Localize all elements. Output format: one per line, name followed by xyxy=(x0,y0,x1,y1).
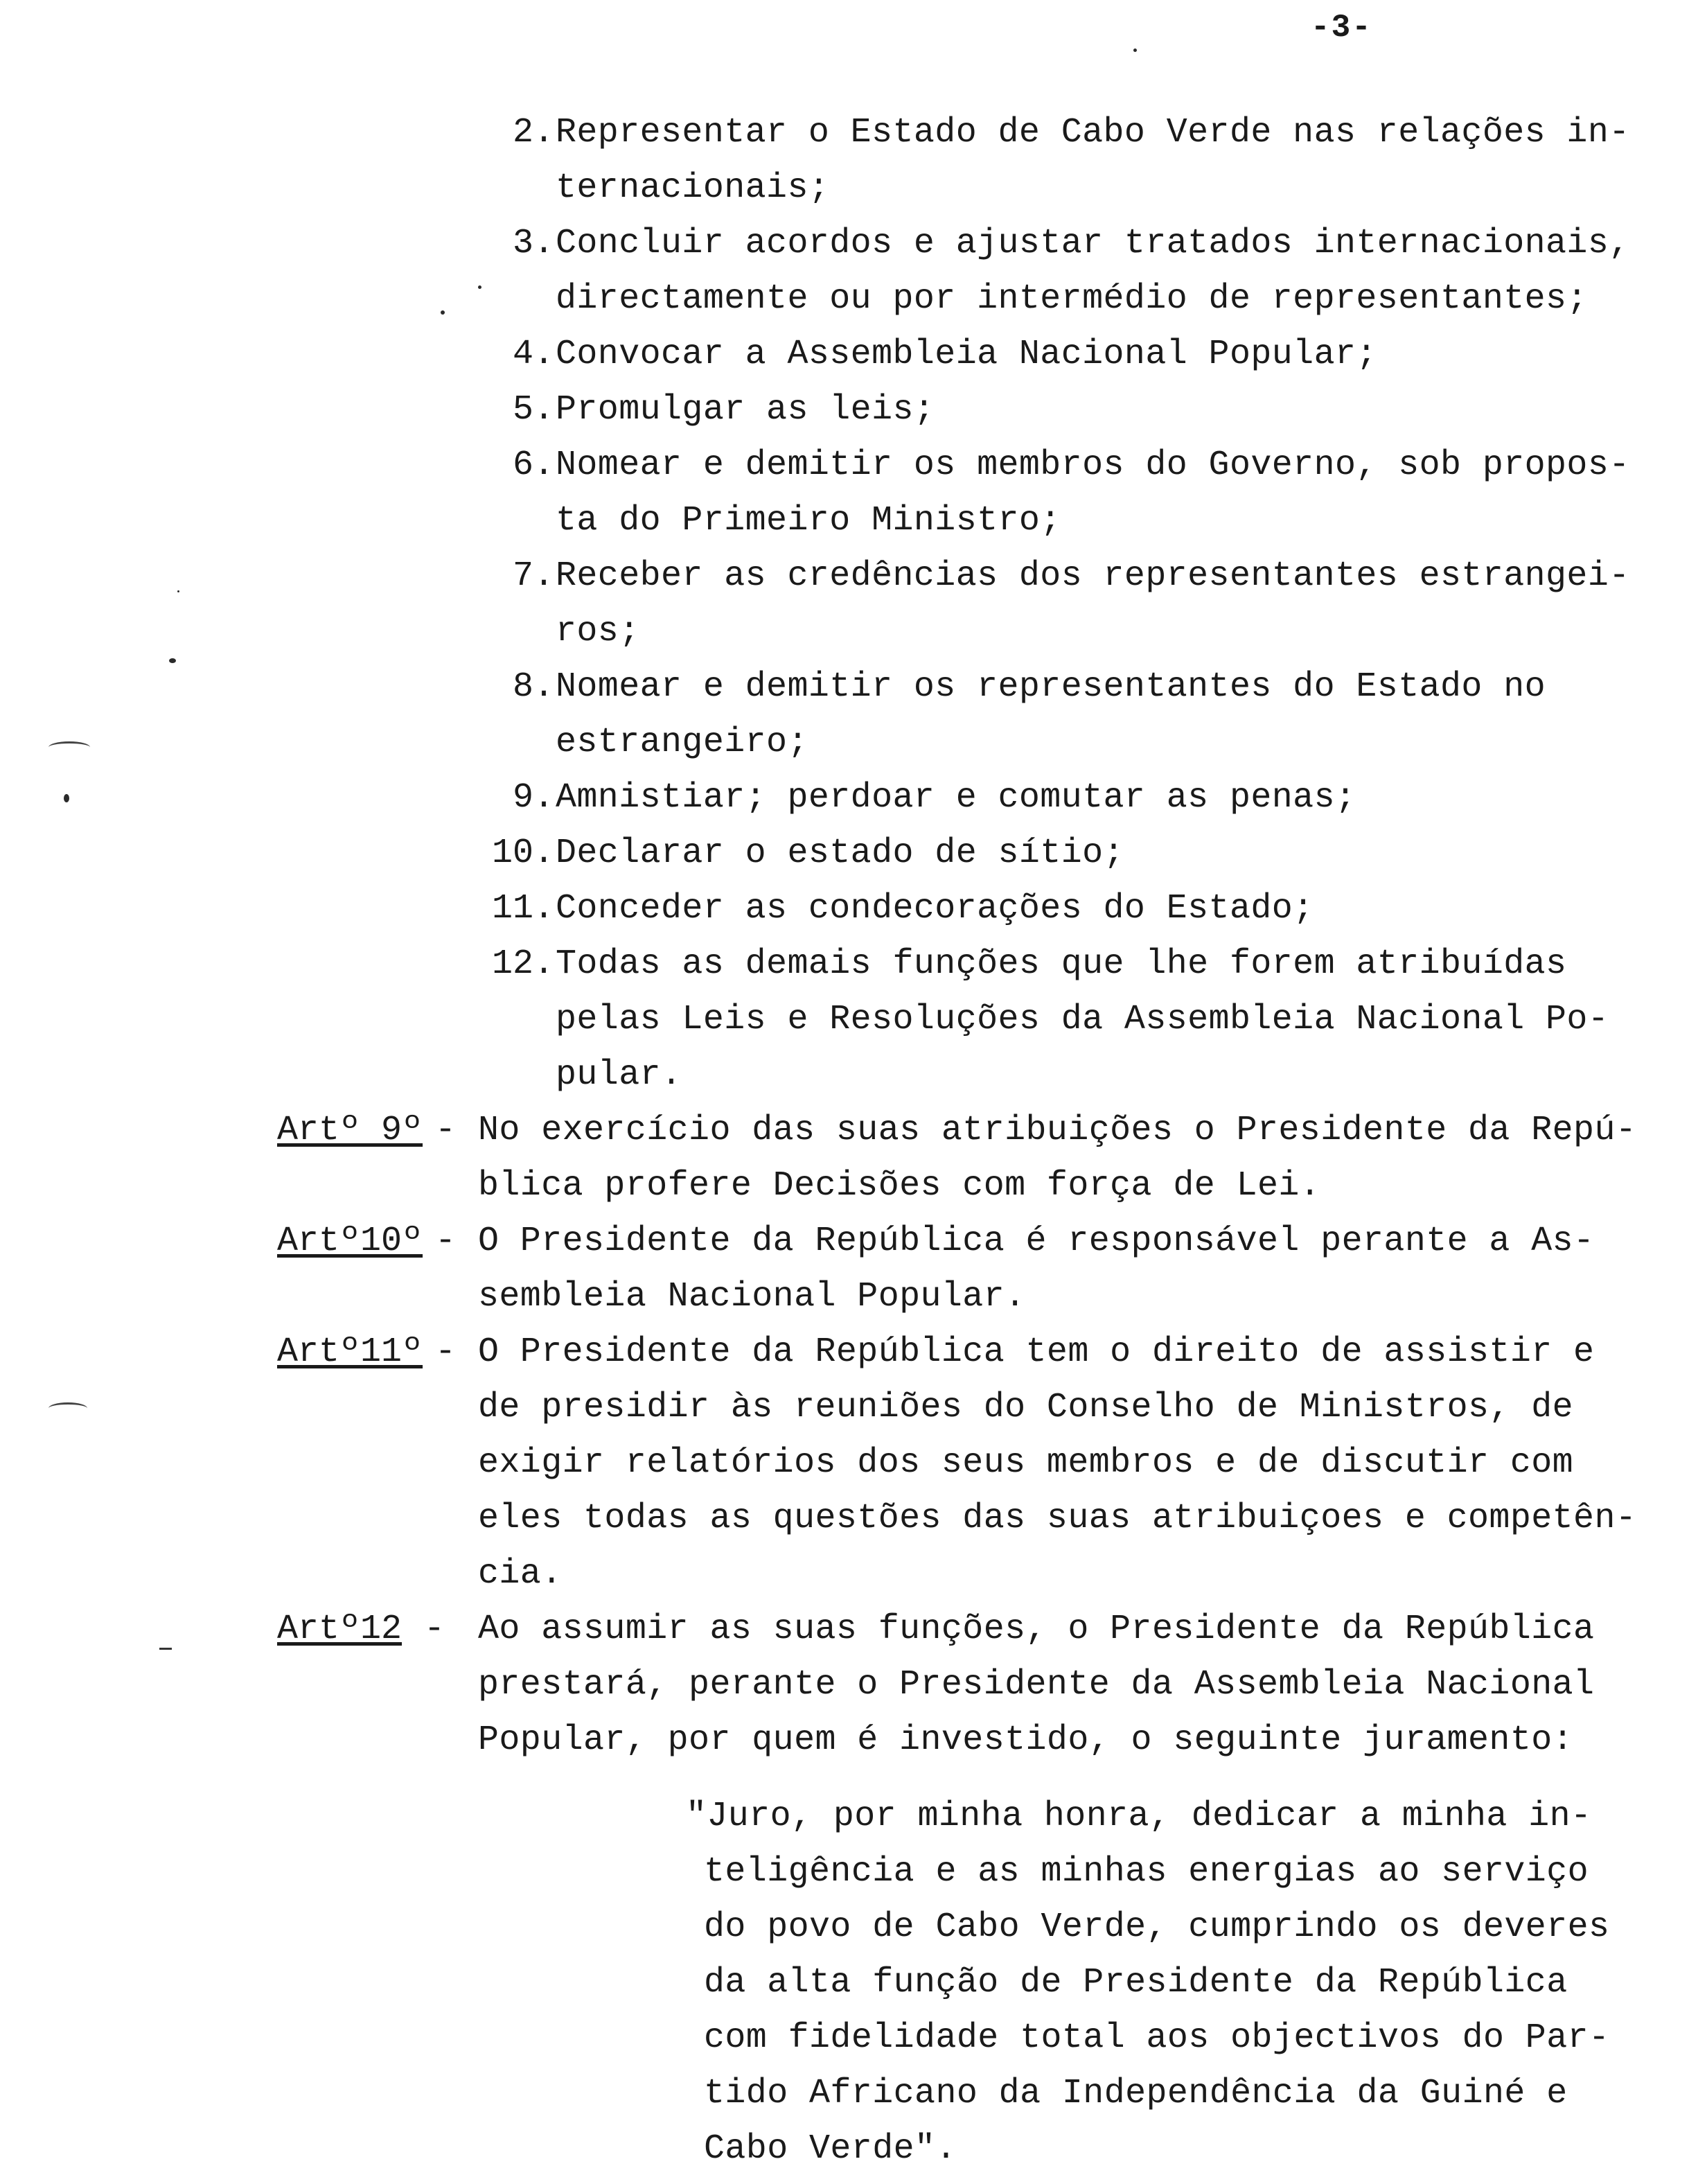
oath-line: com fidelidade total aos objectivos do Par- xyxy=(704,2018,1610,2058)
list-item-line: ternacionais; xyxy=(556,168,830,208)
list-item-number: 6. xyxy=(512,446,554,485)
oath-line: teligência e as minhas energias ao serviço xyxy=(704,1852,1589,1892)
list-item-line: Nomear e demitir os representantes do Estado no xyxy=(556,667,1546,707)
list-item-number: 8. xyxy=(512,667,554,707)
scan-mark xyxy=(159,1648,172,1650)
list-item-number: 5. xyxy=(512,390,554,430)
list-item-number: 9. xyxy=(512,778,554,818)
article-line: exigir relatórios dos seus membros e de discutir com xyxy=(478,1443,1574,1483)
list-item-number: 4. xyxy=(512,335,554,374)
article-line: prestará, perante o Presidente da Assembleia Nacional xyxy=(478,1665,1595,1705)
list-item-line: directamente ou por intermédio de representantes; xyxy=(556,279,1588,319)
scan-speck xyxy=(478,285,481,289)
scan-speck xyxy=(169,658,176,663)
list-item-line: Convocar a Assembleia Nacional Popular; xyxy=(556,335,1377,374)
list-item-number: 11. xyxy=(491,889,554,928)
article-dash: - xyxy=(435,1222,457,1261)
article-line: Popular, por quem é investido, o seguinte juramento: xyxy=(478,1720,1574,1760)
list-item-number: 2. xyxy=(512,113,554,152)
list-item-number: 12. xyxy=(491,944,554,984)
article-line: de presidir às reuniões do Conselho de Ministros, de xyxy=(478,1388,1574,1427)
list-item-number: 10. xyxy=(491,834,554,873)
list-item-line: Todas as demais funções que lhe forem atribuídas xyxy=(556,944,1567,984)
oath-line: "Juro, por minha honra, dedicar a minha in- xyxy=(686,1797,1592,1836)
article-line: eles todas as questões das suas atribuiçoes e competên- xyxy=(478,1499,1637,1538)
oath-line: tido Africano da Independência da Guiné e xyxy=(704,2074,1568,2113)
article-line: O Presidente da República é responsável perante a As- xyxy=(478,1222,1595,1261)
article-label: Artº12 xyxy=(277,1610,403,1649)
article-line: Ao assumir as suas funções, o Presidente da República xyxy=(478,1610,1595,1649)
oath-line: do povo de Cabo Verde, cumprindo os deveres xyxy=(704,1908,1610,1947)
article-line: O Presidente da República tem o direito de assistir e xyxy=(478,1332,1595,1372)
article-dash: - xyxy=(424,1610,445,1649)
list-item-number: 3. xyxy=(512,224,554,263)
article-label: Artº 9º xyxy=(277,1111,423,1150)
oath-line: Cabo Verde". xyxy=(704,2129,957,2169)
article-label: Artº11º xyxy=(277,1332,423,1372)
article-line: sembleia Nacional Popular. xyxy=(478,1277,1026,1316)
article-label: Artº10º xyxy=(277,1222,423,1261)
list-item-line: Conceder as condecorações do Estado; xyxy=(556,889,1314,928)
list-item-line: pular. xyxy=(556,1055,682,1095)
article-line: blica profere Decisões com força de Lei. xyxy=(478,1166,1321,1206)
list-item-line: Representar o Estado de Cabo Verde nas relações in- xyxy=(556,113,1630,152)
scan-speck xyxy=(64,794,69,802)
list-item-line: Amnistiar; perdoar e comutar as penas; xyxy=(556,778,1356,818)
list-item-line: Concluir acordos e ajustar tratados internacionais, xyxy=(556,224,1630,263)
article-line: No exercício das suas atribuições o Presidente da Repú- xyxy=(478,1111,1637,1150)
list-item-line: Declarar o estado de sítio; xyxy=(556,834,1124,873)
list-item-line: estrangeiro; xyxy=(556,723,808,762)
list-item-line: Receber as credências dos representantes estrangei- xyxy=(556,556,1630,596)
article-dash: - xyxy=(435,1332,457,1372)
list-item-line: ros; xyxy=(556,612,640,651)
scan-mark xyxy=(48,1402,87,1414)
scan-speck xyxy=(177,590,179,592)
list-item-line: Promulgar as leis; xyxy=(556,390,935,430)
scan-speck xyxy=(441,310,445,315)
article-dash: - xyxy=(435,1111,457,1150)
list-item-number: 7. xyxy=(512,556,554,596)
page-number: -3- xyxy=(1311,10,1372,46)
scan-speck xyxy=(1133,49,1137,52)
scan-mark xyxy=(48,741,90,753)
list-item-line: pelas Leis e Resoluções da Assembleia Nacional Po- xyxy=(556,1000,1609,1039)
list-item-line: Nomear e demitir os membros do Governo, sob propos- xyxy=(556,446,1630,485)
oath-line: da alta função de Presidente da República xyxy=(704,1963,1568,2002)
list-item-line: ta do Primeiro Ministro; xyxy=(556,501,1061,540)
article-line: cia. xyxy=(478,1554,563,1594)
